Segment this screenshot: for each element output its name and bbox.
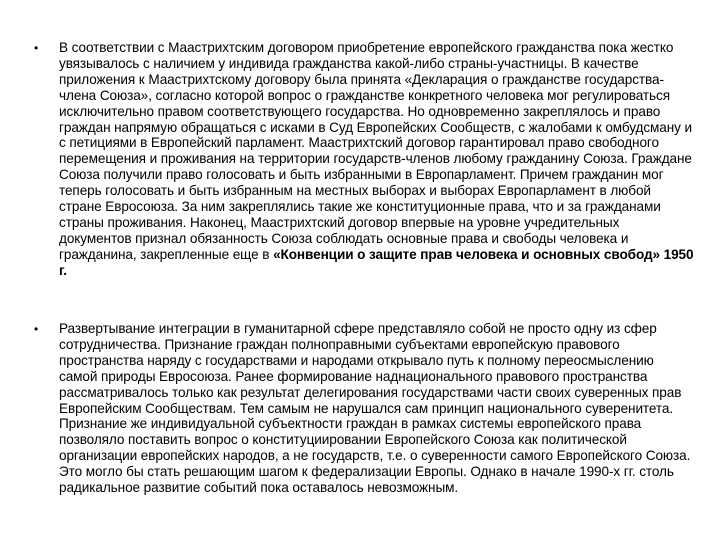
- paragraph-text: Развертывание интеграции в гуманитарной сфере представляло собой не просто одну из сфер сотрудничества. Признание граждан полноправными субъектами европейскую правового пространства наряду с государствами и народами открывало путь к полному переосмыслению самой природы Евросоюза. Ранее формирование наднационального правового пространства рассматривалось только как результат делегирования государствами части своих суверенных прав Европейским Сообществам. Тем самым не нарушался сам принцип национального суверенитета. Признание же индивидуальной субъектности граждан в рамках системы европейского права позволяло поставить вопрос о конституциировании Европейского Союза как политической организации европейских народов, а не государств, т.е. о суверенности самого Европейского Союза. Это могло бы стать решающим шагом к федерализации Европы. Однако в начале 1990-х гг. столь радикальное развитие событий пока оставалось невозможным.: [59, 321, 691, 496]
- paragraph-text: В соответствии с Маастрихтским договором приобретение европейского гражданства пока жестко увязывалось с наличием у индивида гражданства какой-либо страны-участницы. В качестве приложения к Маастрихтскому договору была принята «Декларация о гражданстве государства-члена Союза», согласно которой вопрос о гражданстве конкретного человека мог регулироваться исключительно правом соответствующего государства. Но одновременно закреплялось и право граждан напрямую обращаться с исками в Суд Европейских Сообществ, с жалобами к омбудсману и с петициями в Европейский парламент. Маастрихтский договор гарантировал право свободного перемещения и проживания на территории государств-членов любому гражданину Союза. Граждане Союза получили право голосовать и быть избранными в Европарламент. Причем гражданин мог теперь голосовать и быть избранным на местных выборах и выборах Европарламент в любой стране Евросоюза. За ним закреплялись такие же конституционные права, что и за гражданами страны проживания. Наконец, Маастрихтский договор впервые на уровне учредительных документов признал обязанность Союза соблюдать основные права и свободы человека и гражданина, закрепленные еще в: [59, 40, 693, 262]
- paragraph-maastricht-citizenship: [59, 40, 695, 279]
- bullet-marker: •: [34, 322, 39, 336]
- paragraph-humanitarian-integration: [59, 321, 695, 496]
- bullet-marker: •: [34, 41, 39, 55]
- paragraph-bold-reference: «Конвенции о защите прав человека и основных свобод» 1950 г.: [59, 246, 694, 278]
